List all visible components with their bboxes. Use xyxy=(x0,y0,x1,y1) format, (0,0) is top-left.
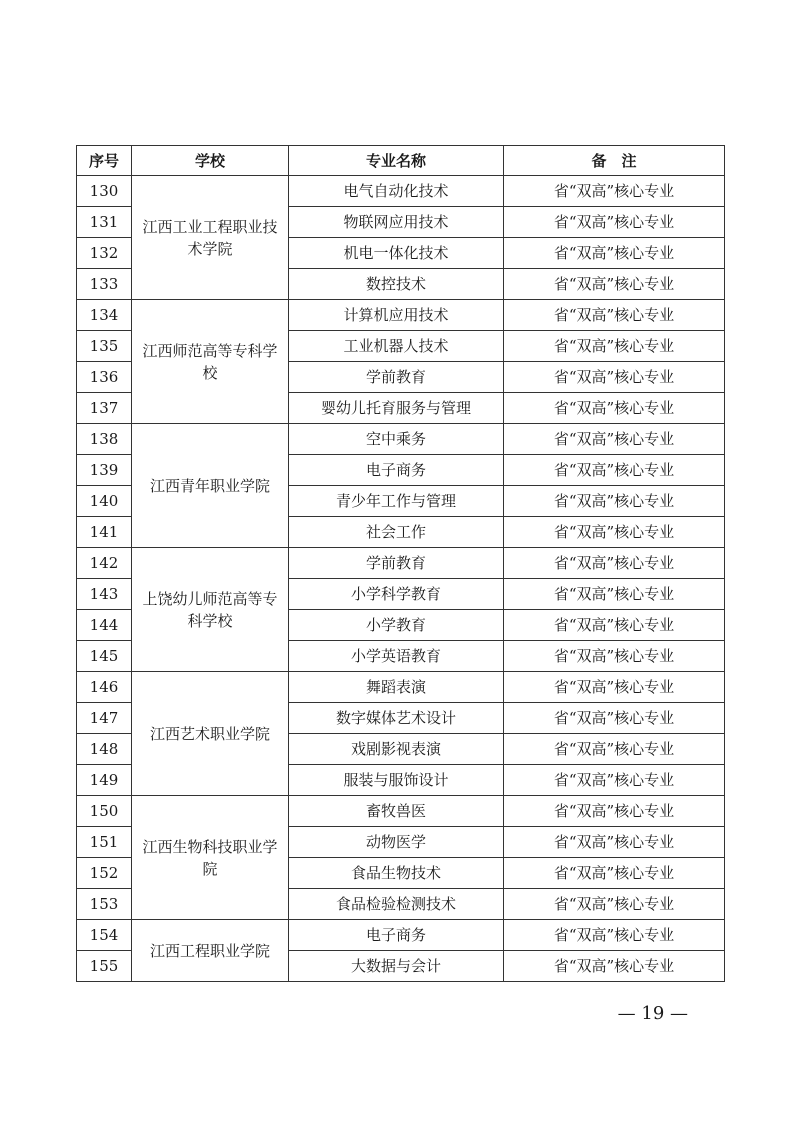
remark-cell: 省“双高”核心专业 xyxy=(504,176,725,207)
school-name-cell: 江西工业工程职业技术学院 xyxy=(132,176,289,300)
remark-cell: 省“双高”核心专业 xyxy=(504,300,725,331)
serial-number-cell: 145 xyxy=(77,641,132,672)
remark-cell: 省“双高”核心专业 xyxy=(504,486,725,517)
major-name-cell: 学前教育 xyxy=(289,548,504,579)
remark-cell: 省“双高”核心专业 xyxy=(504,796,725,827)
majors-table xyxy=(76,145,725,982)
major-name-cell: 电子商务 xyxy=(289,455,504,486)
remark-cell: 省“双高”核心专业 xyxy=(504,238,725,269)
serial-number-cell: 144 xyxy=(77,610,132,641)
school-name-cell: 江西青年职业学院 xyxy=(132,424,289,548)
remark-cell: 省“双高”核心专业 xyxy=(504,455,725,486)
remark-cell: 省“双高”核心专业 xyxy=(504,734,725,765)
major-name-cell: 电子商务 xyxy=(289,920,504,951)
serial-number-cell: 152 xyxy=(77,858,132,889)
serial-number-cell: 143 xyxy=(77,579,132,610)
major-name-cell: 学前教育 xyxy=(289,362,504,393)
serial-number-cell: 132 xyxy=(77,238,132,269)
remark-cell: 省“双高”核心专业 xyxy=(504,610,725,641)
school-name-cell: 上饶幼儿师范高等专科学校 xyxy=(132,548,289,672)
remark-cell: 省“双高”核心专业 xyxy=(504,331,725,362)
major-name-cell: 食品检验检测技术 xyxy=(289,889,504,920)
major-name-cell: 小学英语教育 xyxy=(289,641,504,672)
remark-cell: 省“双高”核心专业 xyxy=(504,424,725,455)
header-serial: 序号 xyxy=(77,146,132,176)
remark-cell: 省“双高”核心专业 xyxy=(504,362,725,393)
major-name-cell: 婴幼儿托育服务与管理 xyxy=(289,393,504,424)
serial-number-cell: 141 xyxy=(77,517,132,548)
table-row xyxy=(77,920,725,951)
serial-number-cell: 142 xyxy=(77,548,132,579)
header-school: 学校 xyxy=(132,146,289,176)
serial-number-cell: 138 xyxy=(77,424,132,455)
table-body xyxy=(77,176,725,982)
major-name-cell: 畜牧兽医 xyxy=(289,796,504,827)
remark-cell: 省“双高”核心专业 xyxy=(504,858,725,889)
serial-number-cell: 133 xyxy=(77,269,132,300)
serial-number-cell: 148 xyxy=(77,734,132,765)
serial-number-cell: 147 xyxy=(77,703,132,734)
school-name-cell: 江西工程职业学院 xyxy=(132,920,289,982)
school-name-cell: 江西师范高等专科学校 xyxy=(132,300,289,424)
serial-number-cell: 146 xyxy=(77,672,132,703)
remark-cell: 省“双高”核心专业 xyxy=(504,827,725,858)
serial-number-cell: 140 xyxy=(77,486,132,517)
table-header-row xyxy=(77,146,725,176)
remark-cell: 省“双高”核心专业 xyxy=(504,393,725,424)
major-name-cell: 小学教育 xyxy=(289,610,504,641)
serial-number-cell: 134 xyxy=(77,300,132,331)
serial-number-cell: 149 xyxy=(77,765,132,796)
serial-number-cell: 154 xyxy=(77,920,132,951)
serial-number-cell: 130 xyxy=(77,176,132,207)
serial-number-cell: 136 xyxy=(77,362,132,393)
remark-cell: 省“双高”核心专业 xyxy=(504,207,725,238)
major-name-cell: 戏剧影视表演 xyxy=(289,734,504,765)
remark-cell: 省“双高”核心专业 xyxy=(504,641,725,672)
serial-number-cell: 139 xyxy=(77,455,132,486)
table-row xyxy=(77,176,725,207)
table-row xyxy=(77,548,725,579)
table-row xyxy=(77,796,725,827)
major-name-cell: 大数据与会计 xyxy=(289,951,504,982)
page-number: — 19 — xyxy=(617,1003,688,1024)
major-name-cell: 工业机器人技术 xyxy=(289,331,504,362)
major-name-cell: 物联网应用技术 xyxy=(289,207,504,238)
major-name-cell: 数控技术 xyxy=(289,269,504,300)
remark-cell: 省“双高”核心专业 xyxy=(504,920,725,951)
remark-cell: 省“双高”核心专业 xyxy=(504,672,725,703)
major-name-cell: 计算机应用技术 xyxy=(289,300,504,331)
major-name-cell: 食品生物技术 xyxy=(289,858,504,889)
table-row xyxy=(77,424,725,455)
major-name-cell: 服装与服饰设计 xyxy=(289,765,504,796)
serial-number-cell: 153 xyxy=(77,889,132,920)
major-name-cell: 机电一体化技术 xyxy=(289,238,504,269)
major-name-cell: 数字媒体艺术设计 xyxy=(289,703,504,734)
remark-cell: 省“双高”核心专业 xyxy=(504,951,725,982)
major-name-cell: 空中乘务 xyxy=(289,424,504,455)
major-name-cell: 青少年工作与管理 xyxy=(289,486,504,517)
header-major: 专业名称 xyxy=(289,146,504,176)
major-name-cell: 舞蹈表演 xyxy=(289,672,504,703)
remark-cell: 省“双高”核心专业 xyxy=(504,765,725,796)
major-name-cell: 社会工作 xyxy=(289,517,504,548)
table-row xyxy=(77,672,725,703)
serial-number-cell: 155 xyxy=(77,951,132,982)
header-remark: 备 注 xyxy=(504,146,725,176)
remark-cell: 省“双高”核心专业 xyxy=(504,517,725,548)
remark-cell: 省“双高”核心专业 xyxy=(504,889,725,920)
major-name-cell: 小学科学教育 xyxy=(289,579,504,610)
major-name-cell: 动物医学 xyxy=(289,827,504,858)
table-row xyxy=(77,300,725,331)
school-name-cell: 江西生物科技职业学院 xyxy=(132,796,289,920)
remark-cell: 省“双高”核心专业 xyxy=(504,703,725,734)
remark-cell: 省“双高”核心专业 xyxy=(504,579,725,610)
major-name-cell: 电气自动化技术 xyxy=(289,176,504,207)
serial-number-cell: 135 xyxy=(77,331,132,362)
serial-number-cell: 151 xyxy=(77,827,132,858)
school-name-cell: 江西艺术职业学院 xyxy=(132,672,289,796)
serial-number-cell: 131 xyxy=(77,207,132,238)
remark-cell: 省“双高”核心专业 xyxy=(504,269,725,300)
remark-cell: 省“双高”核心专业 xyxy=(504,548,725,579)
serial-number-cell: 137 xyxy=(77,393,132,424)
serial-number-cell: 150 xyxy=(77,796,132,827)
